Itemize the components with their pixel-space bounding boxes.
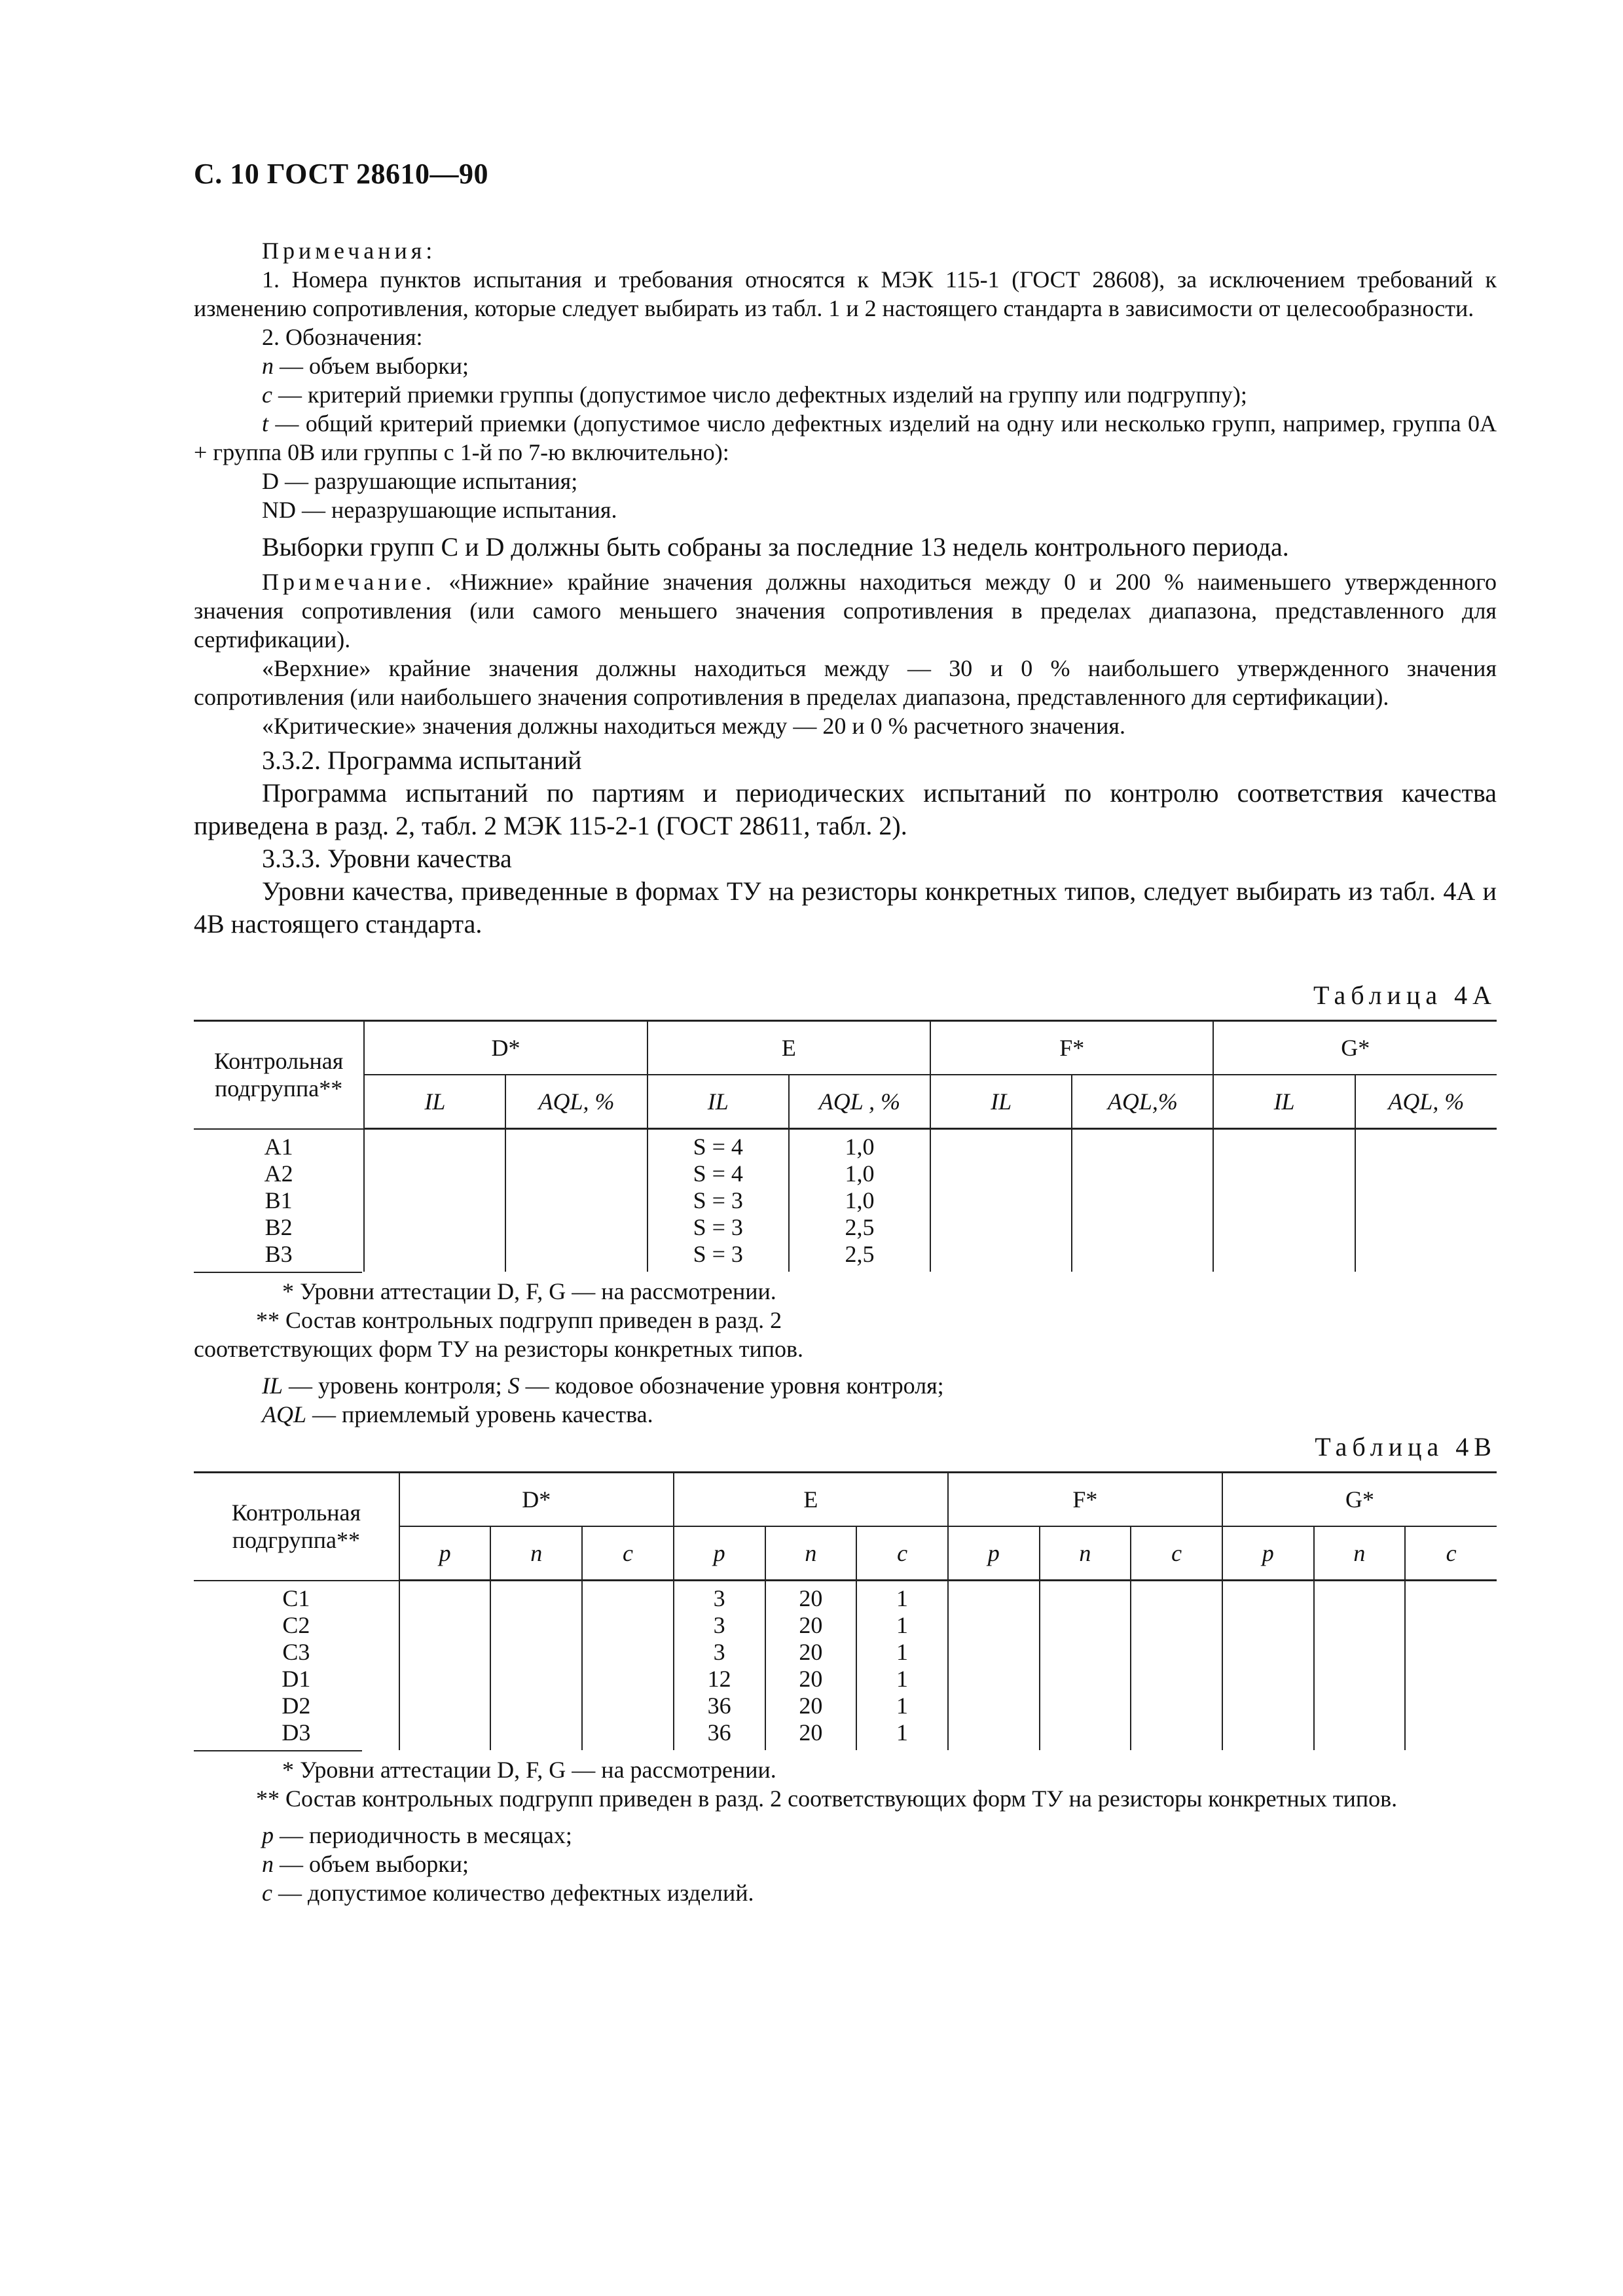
table-cell	[1072, 1241, 1213, 1272]
table-cell	[364, 1241, 505, 1272]
table-cell	[1314, 1693, 1406, 1719]
table-cell	[948, 1693, 1040, 1719]
table-4a-body	[194, 1129, 1497, 1272]
table-4a-group-d: D*	[364, 1021, 647, 1075]
table-cell	[1405, 1639, 1497, 1666]
notes-block	[194, 236, 1497, 524]
table-cell	[1040, 1693, 1131, 1719]
table-4b-sub-header: c	[856, 1526, 948, 1581]
table-cell	[1131, 1693, 1222, 1719]
definition-c: c — критерий приемки группы (допустимое число дефектных изделий на группу или подгруппу);	[262, 382, 1247, 408]
row-label: A2	[264, 1160, 293, 1187]
table-cell	[930, 1214, 1072, 1241]
table-cell	[930, 1160, 1072, 1187]
table-4b-sub-header: p	[399, 1526, 491, 1581]
table-cell	[930, 1241, 1072, 1272]
table-4a-sub-header: IL	[364, 1075, 505, 1129]
page	[194, 157, 1497, 1907]
table-cell: 1	[856, 1719, 948, 1750]
definition-n: n — объем выборки;	[262, 353, 469, 379]
table-cell: 20	[765, 1719, 857, 1750]
samples-paragraph: Выборки групп C и D должны быть собраны за последние 13 недель контрольного периода.	[262, 532, 1289, 562]
table-4a-fn2b: соответствующих форм ТУ на резисторы конкретных типов.	[194, 1336, 803, 1362]
table-row	[194, 1214, 1497, 1241]
table-4b-footnotes	[194, 1755, 1497, 1907]
table-row	[194, 1719, 1497, 1750]
table-cell: 3	[674, 1581, 765, 1613]
table-cell: 20	[765, 1581, 857, 1613]
table-cell	[1222, 1693, 1314, 1719]
table-4a-sub-header: IL	[1213, 1075, 1355, 1129]
table-cell	[490, 1719, 582, 1750]
table-cell: 3	[674, 1612, 765, 1639]
table-4b-sub-header: n	[490, 1526, 582, 1581]
table-4a-rowhead: Контрольная подгруппа**	[194, 1021, 364, 1129]
table-cell	[1314, 1719, 1406, 1750]
table-cell	[1072, 1160, 1213, 1187]
table-cell	[1405, 1612, 1497, 1639]
table-cell	[1314, 1612, 1406, 1639]
table-4a-sub-header: AQL,%	[1072, 1075, 1213, 1129]
table-cell	[399, 1581, 491, 1613]
table-cell	[1131, 1719, 1222, 1750]
table-cell	[1405, 1693, 1497, 1719]
table-4b-sub-header: n	[1314, 1526, 1406, 1581]
table-4b-body	[194, 1581, 1497, 1751]
table-cell: 1	[856, 1639, 948, 1666]
note-1: 1. Номера пунктов испытания и требования относятся к МЭК 115-1 (ГОСТ 28608), за исключением требований к изменению сопротивления, которые следует выбирать из табл. 1 и 2 настоящего стандарта в зависимости от целесообразности.	[194, 266, 1497, 321]
table-cell	[1222, 1719, 1314, 1750]
table-cell	[948, 1581, 1040, 1613]
table-cell	[1355, 1214, 1497, 1241]
table-cell	[1222, 1666, 1314, 1693]
section-332-title: 3.3.2. Программа испытаний	[262, 745, 582, 775]
table-4a-fn1: * Уровни аттестации D, F, G — на рассмотрении.	[282, 1278, 776, 1304]
symbol-n: n	[262, 353, 274, 379]
table-4b-legend-n: n — объем выборки;	[262, 1851, 469, 1877]
symbol-c: c	[262, 382, 272, 408]
table-cell: S = 4	[647, 1129, 789, 1161]
table-4b-group-f: F*	[948, 1473, 1222, 1527]
table-cell	[948, 1719, 1040, 1750]
table-cell: 2,5	[789, 1241, 930, 1272]
table-4a-title: Таблица 4А	[1313, 980, 1497, 1010]
row-label: C3	[282, 1639, 310, 1665]
table-cell: 1,0	[789, 1129, 930, 1161]
row-label: B2	[264, 1214, 293, 1240]
table-cell	[505, 1241, 647, 1272]
table-4b-sub-header: p	[948, 1526, 1040, 1581]
table-cell	[490, 1581, 582, 1613]
note-2: 2. Обозначения:	[262, 324, 423, 350]
table-cell	[1213, 1241, 1355, 1272]
page-header: С. 10 ГОСТ 28610—90	[194, 158, 489, 190]
note2-p1: Примечание. «Нижние» крайние значения должны находиться между 0 и 200 % наименьшего утвержденного значения сопротивления (или самого меньшего значения сопротивления в пределах диапазона, представленного для сертификации).	[194, 569, 1497, 653]
table-4a-sub-header: IL	[930, 1075, 1072, 1129]
row-label: B1	[264, 1187, 293, 1213]
table-cell	[364, 1187, 505, 1214]
table-cell	[582, 1639, 674, 1666]
table-4b-sub-header: p	[1222, 1526, 1314, 1581]
table-cell	[582, 1581, 674, 1613]
section-333-text: Уровни качества, приведенные в формах ТУ на резисторы конкретных типов, следует выбирать из табл. 4А и 4В настоящего стандарта.	[194, 876, 1497, 939]
table-4b-rowhead: Контрольная подгруппа**	[194, 1473, 399, 1581]
table-cell	[399, 1612, 491, 1639]
definition-d: D — разрушающие испытания;	[262, 468, 578, 494]
table-cell	[582, 1693, 674, 1719]
table-cell	[364, 1129, 505, 1161]
table-cell	[582, 1719, 674, 1750]
table-cell	[1213, 1214, 1355, 1241]
table-4b-group-e: E	[674, 1473, 948, 1527]
table-4b-fn2: ** Состав контрольных подгрупп приведен в разд. 2 соответствующих форм ТУ на резисторы конкретных типов.	[256, 1785, 1398, 1812]
table-4b-sub-header: n	[765, 1526, 857, 1581]
table-cell: 20	[765, 1666, 857, 1693]
table-row	[194, 1160, 1497, 1187]
section-332	[194, 744, 1497, 842]
note2-p2: «Верхние» крайние значения должны находиться между — 30 и 0 % наибольшего утвержденного значения сопротивления (или наибольшего значения сопротивления в пределах диапазона, представленного для сертификации).	[194, 655, 1497, 710]
table-cell	[1040, 1666, 1131, 1693]
table-cell	[1222, 1581, 1314, 1613]
table-cell	[1213, 1129, 1355, 1161]
table-cell: S = 4	[647, 1160, 789, 1187]
table-cell	[490, 1612, 582, 1639]
table-cell	[1355, 1187, 1497, 1214]
table-cell	[1314, 1666, 1406, 1693]
table-cell	[505, 1187, 647, 1214]
section-333-title: 3.3.3. Уровни качества	[262, 844, 512, 873]
table-cell: 1	[856, 1693, 948, 1719]
table-cell: 1	[856, 1666, 948, 1693]
table-cell	[1314, 1581, 1406, 1613]
table-cell	[948, 1666, 1040, 1693]
table-cell	[505, 1160, 647, 1187]
table-cell	[930, 1129, 1072, 1161]
table-cell: S = 3	[647, 1214, 789, 1241]
table-4a-sub-header: AQL, %	[505, 1075, 647, 1129]
table-4a-group-f: F*	[930, 1021, 1213, 1075]
note2-title: Примечание.	[262, 569, 435, 595]
table-4b-group-g: G*	[1222, 1473, 1497, 1527]
table-row	[194, 1129, 1497, 1161]
table-cell	[1131, 1666, 1222, 1693]
table-cell	[505, 1129, 647, 1161]
table-cell: 3	[674, 1639, 765, 1666]
footnote-divider	[194, 1272, 362, 1273]
table-4a-footnotes	[194, 1277, 1497, 1429]
table-4b-legend-p: p — периодичность в месяцах;	[262, 1822, 572, 1848]
table-cell	[1222, 1612, 1314, 1639]
table-row	[194, 1639, 1497, 1666]
table-cell	[1072, 1187, 1213, 1214]
footnote-divider	[194, 1750, 362, 1751]
row-label: D1	[282, 1666, 311, 1692]
table-row	[194, 1693, 1497, 1719]
table-cell: 1,0	[789, 1160, 930, 1187]
table-cell	[1072, 1214, 1213, 1241]
section-332-text: Программа испытаний по партиям и периодических испытаний по контролю соответствия качества приведена в разд. 2, табл. 2 МЭК 115-2-1 (ГОСТ 28611, табл. 2).	[194, 778, 1497, 840]
definition-nd: ND — неразрушающие испытания.	[262, 497, 617, 523]
table-4b-sub-header: c	[1405, 1526, 1497, 1581]
table-cell	[1405, 1666, 1497, 1693]
table-cell	[1405, 1581, 1497, 1613]
table-cell: 12	[674, 1666, 765, 1693]
table-cell: 36	[674, 1719, 765, 1750]
table-cell	[1355, 1129, 1497, 1161]
table-4b-legend-c: c — допустимое количество дефектных изделий.	[262, 1880, 754, 1906]
row-label: B3	[264, 1241, 293, 1267]
table-row	[194, 1241, 1497, 1272]
table-cell	[1355, 1241, 1497, 1272]
table-4a-sub-header: AQL , %	[789, 1075, 930, 1129]
table-cell	[1314, 1639, 1406, 1666]
table-cell	[1131, 1612, 1222, 1639]
row-label: C1	[282, 1585, 310, 1611]
table-cell: 2,5	[789, 1214, 930, 1241]
table-cell	[399, 1666, 491, 1693]
table-cell	[364, 1214, 505, 1241]
table-cell	[1040, 1581, 1131, 1613]
table-cell	[490, 1693, 582, 1719]
table-4a-legend-aql: AQL — приемлемый уровень качества.	[262, 1401, 653, 1427]
table-cell	[948, 1639, 1040, 1666]
table-cell	[1405, 1719, 1497, 1750]
table-row	[194, 1612, 1497, 1639]
table-cell: 36	[674, 1693, 765, 1719]
row-label: D2	[282, 1693, 311, 1719]
definition-t: t — общий критерий приемки (допустимое число дефектных изделий на одну или несколько групп, например, группа 0А + группа 0В или группы с 1-й по 7-ю включительно):	[194, 410, 1497, 465]
table-4a	[194, 1020, 1497, 1272]
table-4a-group-g: G*	[1213, 1021, 1497, 1075]
table-cell	[399, 1639, 491, 1666]
table-cell	[399, 1693, 491, 1719]
section-333	[194, 842, 1497, 941]
table-cell	[1131, 1639, 1222, 1666]
table-cell	[490, 1666, 582, 1693]
table-cell	[930, 1187, 1072, 1214]
table-cell	[490, 1639, 582, 1666]
table-cell: 20	[765, 1693, 857, 1719]
table-cell: S = 3	[647, 1241, 789, 1272]
table-cell	[1213, 1160, 1355, 1187]
table-cell	[505, 1214, 647, 1241]
note2-block	[194, 567, 1497, 740]
table-cell	[399, 1719, 491, 1750]
table-cell	[1040, 1612, 1131, 1639]
table-cell	[1072, 1129, 1213, 1161]
table-4a-group-e: E	[647, 1021, 930, 1075]
row-label: C2	[282, 1612, 310, 1638]
table-4b-sub-header: c	[582, 1526, 674, 1581]
table-cell	[1040, 1719, 1131, 1750]
table-cell	[948, 1612, 1040, 1639]
table-4b-group-d: D*	[399, 1473, 674, 1527]
table-4b	[194, 1471, 1497, 1750]
table-cell	[1213, 1187, 1355, 1214]
table-cell	[582, 1666, 674, 1693]
table-cell	[582, 1612, 674, 1639]
table-4a-sub-header: IL	[647, 1075, 789, 1129]
table-cell: 1	[856, 1612, 948, 1639]
table-4a-sub-header: AQL, %	[1355, 1075, 1497, 1129]
symbol-t: t	[262, 410, 269, 437]
table-cell: 20	[765, 1639, 857, 1666]
table-cell: 1,0	[789, 1187, 930, 1214]
table-4b-title: Таблица 4В	[1315, 1432, 1497, 1462]
table-4b-sub-header: n	[1040, 1526, 1131, 1581]
table-4b-sub-header: c	[1131, 1526, 1222, 1581]
table-cell: S = 3	[647, 1187, 789, 1214]
notes-title: Примечания:	[262, 238, 437, 264]
table-cell: 20	[765, 1612, 857, 1639]
table-cell: 1	[856, 1581, 948, 1613]
table-row	[194, 1581, 1497, 1613]
table-4b-fn1: * Уровни аттестации D, F, G — на рассмотрении.	[282, 1757, 776, 1783]
row-label: A1	[264, 1133, 293, 1160]
note2-p3: «Критические» значения должны находиться между — 20 и 0 % расчетного значения.	[262, 713, 1125, 739]
table-cell	[364, 1160, 505, 1187]
table-4a-fn2a: ** Состав контрольных подгрупп приведен в разд. 2	[256, 1307, 782, 1333]
table-row	[194, 1666, 1497, 1693]
table-cell	[1222, 1639, 1314, 1666]
table-cell	[1040, 1639, 1131, 1666]
table-cell	[1131, 1581, 1222, 1613]
table-4a-legend-il: IL — уровень контроля; S — кодовое обозначение уровня контроля;	[262, 1372, 944, 1399]
table-4b-sub-header: p	[674, 1526, 765, 1581]
table-cell	[1355, 1160, 1497, 1187]
table-row	[194, 1187, 1497, 1214]
row-label: D3	[282, 1719, 311, 1746]
